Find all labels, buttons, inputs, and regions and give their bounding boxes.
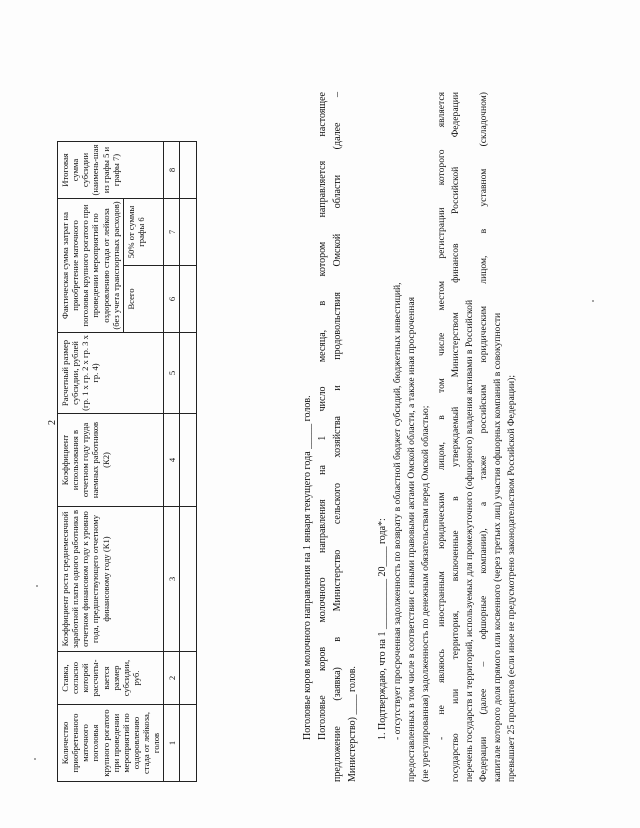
- header-cell: Расчетный размер субсидии, рублей (гр. 1 х гр. 2 х гр. 3 х гр. 4): [58, 333, 164, 414]
- page-number: 2: [47, 420, 58, 425]
- empty-cell: [180, 266, 197, 333]
- column-number: 3: [164, 507, 180, 652]
- table-row: [180, 142, 197, 782]
- header-cell: Фактическая сумма затрат на приобретение маточного поголовья крупного рогатого при проведении мероприятий по оздоровлению стада от лейкоза (без учета транспортных расходов): [58, 199, 124, 333]
- column-number: 4: [164, 414, 180, 507]
- bullet-1-line-1: - отсутствует просроченная задолженность по возврату в областной бюджет субсидий, бюджетных инвестиций,: [392, 282, 403, 740]
- bullet-2-line-3: перечень государств и территорий, используемых для промежуточного (офшорного) владения активами в Российской: [464, 299, 475, 782]
- header-cell: Итоговая сумма субсидии (наимень-шая из графы 5 и графы 7): [58, 142, 164, 199]
- scan-speck: [36, 585, 38, 587]
- header-cell: 50% от суммы графы 6: [123, 199, 164, 266]
- column-number: 7: [164, 199, 180, 266]
- bullet-2-line-2: государство или территория, включенные в утверждаемый Министерством финансов Российской Федерации: [450, 92, 461, 782]
- header-cell: Всего: [123, 266, 164, 333]
- scan-speck: [34, 758, 36, 760]
- column-number: 8: [164, 142, 180, 199]
- livestock-month-line: Поголовье коров молочного направления на 1 число месяца, в котором направляется настоящее: [317, 92, 328, 740]
- empty-cell: [180, 705, 197, 782]
- livestock-jan1-line: Поголовье коров молочного направления на 1 января текущего года _____ голов.: [302, 395, 313, 740]
- empty-cell: [180, 507, 197, 652]
- header-cell: Количество приобретенного маточного поголовья крупного рогатого при проведении мероприятий по оздоровлению стада от лейкоза, голов: [58, 705, 164, 782]
- header-cell: Ставка, согласно которой рассчиты-вается размер субсидии, руб.: [58, 652, 164, 705]
- bullet-1-line-3: (не урегулированная) задолженность по денежным обязательствам перед Омской областью;: [420, 405, 431, 782]
- bullet-1-line-2: предоставленных в том числе в соответствии с иными правовыми актами Омской области, а также иная просроченная: [406, 296, 417, 782]
- header-cell: Коэффициент использования в отчетном году труда наемных работников (К2): [58, 414, 164, 507]
- scan-speck: [592, 300, 594, 302]
- livestock-month-line-2: предложение (заявка) в Министерство сельского хозяйства и продовольствия Омской области (далее –: [332, 92, 343, 782]
- column-number-row: [164, 142, 180, 782]
- column-number: 2: [164, 652, 180, 705]
- empty-cell: [180, 414, 197, 507]
- empty-cell: [180, 333, 197, 414]
- empty-cell: [180, 142, 197, 199]
- rotated-content: [47, 45, 607, 785]
- confirmation-heading: 1. Подтверждаю, что на 1 __________ 20____ года*:: [377, 518, 388, 740]
- table-header-row: [58, 142, 124, 782]
- header-cell: Коэффициент роста среднемесячной заработной платы одного работника в отчетном финансовом году к уровню года, предшествующего отчетному финансовому году (К1): [58, 507, 164, 652]
- bullet-2-line-1: - не являюсь иностранным юридическим лицом, в том числе местом регистрации которого является: [436, 92, 447, 740]
- column-number: 1: [164, 705, 180, 782]
- subsidy-table: [57, 141, 197, 782]
- bullet-2-line-5: капитале которого доля прямого или косвенного (через третьих лиц) участия офшорных компаний в совокупности: [492, 312, 503, 782]
- empty-cell: [180, 652, 197, 705]
- empty-cell: [180, 199, 197, 266]
- bullet-2-line-6: превышает 25 процентов (если иное не предусмотрено законодательством Российской Федерации);: [506, 374, 517, 782]
- column-number: 5: [164, 333, 180, 414]
- bullet-2-line-4: Федерации (далее – офшорные компании), а также российским юридическим лицом, в уставном (складочном): [478, 92, 489, 782]
- column-number: 6: [164, 266, 180, 333]
- livestock-month-line-3: Министерство) ____ голов.: [347, 666, 358, 782]
